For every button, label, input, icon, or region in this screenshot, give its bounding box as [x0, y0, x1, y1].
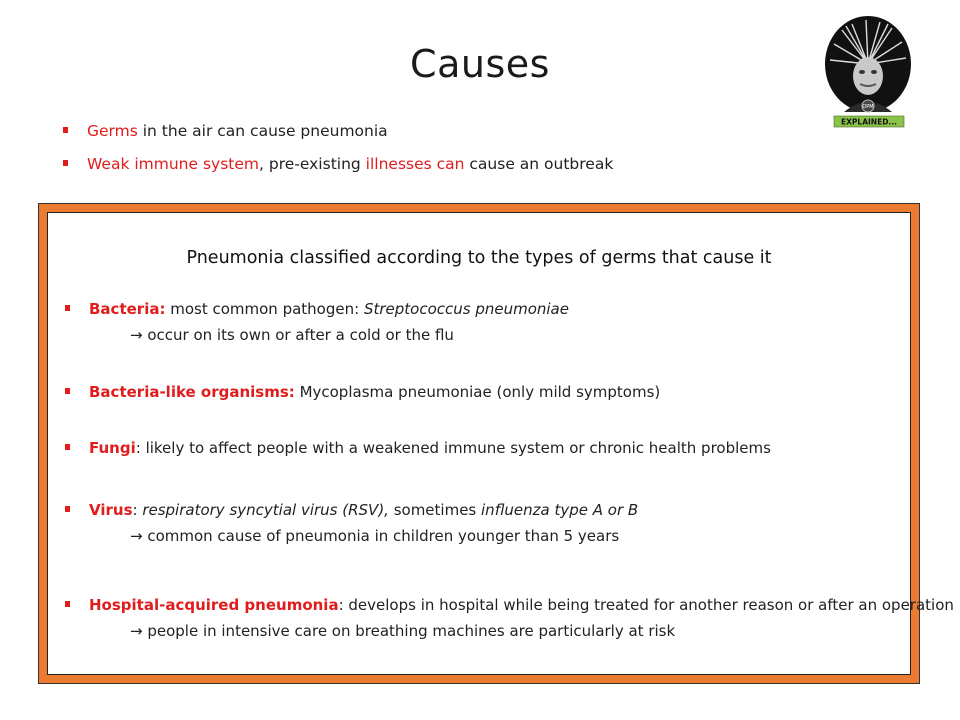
- bullet-square-icon: [65, 388, 70, 394]
- classification-box-inner: [47, 212, 954, 675]
- item-virus: Virus: respiratory syncytial virus (RSV), sometimes influenza type A or B → common cause of pneumonia in children younger than 5 years: [65, 500, 915, 546]
- item-hospital-acquired: Hospital-acquired pneumonia: develops in hospital while being treated for another reason or after an operation → people in intensive care on breathing machines are particularly at risk: [65, 595, 917, 641]
- bullet-immune-system: Weak immune system, pre-existing illnesses can cause an outbreak: [63, 154, 883, 174]
- svg-text:OPM: OPM: [862, 104, 874, 110]
- classification-box: [38, 203, 954, 684]
- bullet-square-icon: [65, 444, 70, 450]
- item-bacteria: Bacteria: most common pathogen: Streptococcus pneumoniae → occur on its own or after a cold or the flu: [65, 299, 915, 345]
- box-title: Pneumonia classified according to the types of germs that cause it: [186, 248, 772, 268]
- bullet-square-icon: [63, 127, 68, 133]
- item-bacteria-like: Bacteria-like organisms: Mycoplasma pneumoniae (only mild symptoms): [65, 382, 915, 402]
- slide-title: Causes: [410, 42, 550, 86]
- bullet-square-icon: [65, 305, 70, 311]
- item-bacteria-note: → occur on its own or after a cold or the flu: [130, 326, 454, 344]
- top-bullet-list: [63, 121, 883, 187]
- bullet-square-icon: [63, 160, 68, 166]
- bullet-germs: Germs in the air can cause pneumonia: [63, 121, 883, 141]
- einstein-logo: [822, 14, 914, 130]
- item-hospital-note: → people in intensive care on breathing machines are particularly at risk: [130, 622, 676, 640]
- item-fungi: Fungi: likely to affect people with a weakened immune system or chronic health problems: [65, 438, 915, 458]
- bullet-square-icon: [65, 601, 70, 607]
- item-virus-note: → common cause of pneumonia in children younger than 5 years: [130, 527, 620, 545]
- bullet-square-icon: [65, 506, 70, 512]
- svg-text:EXPLAINED...: EXPLAINED...: [841, 117, 897, 127]
